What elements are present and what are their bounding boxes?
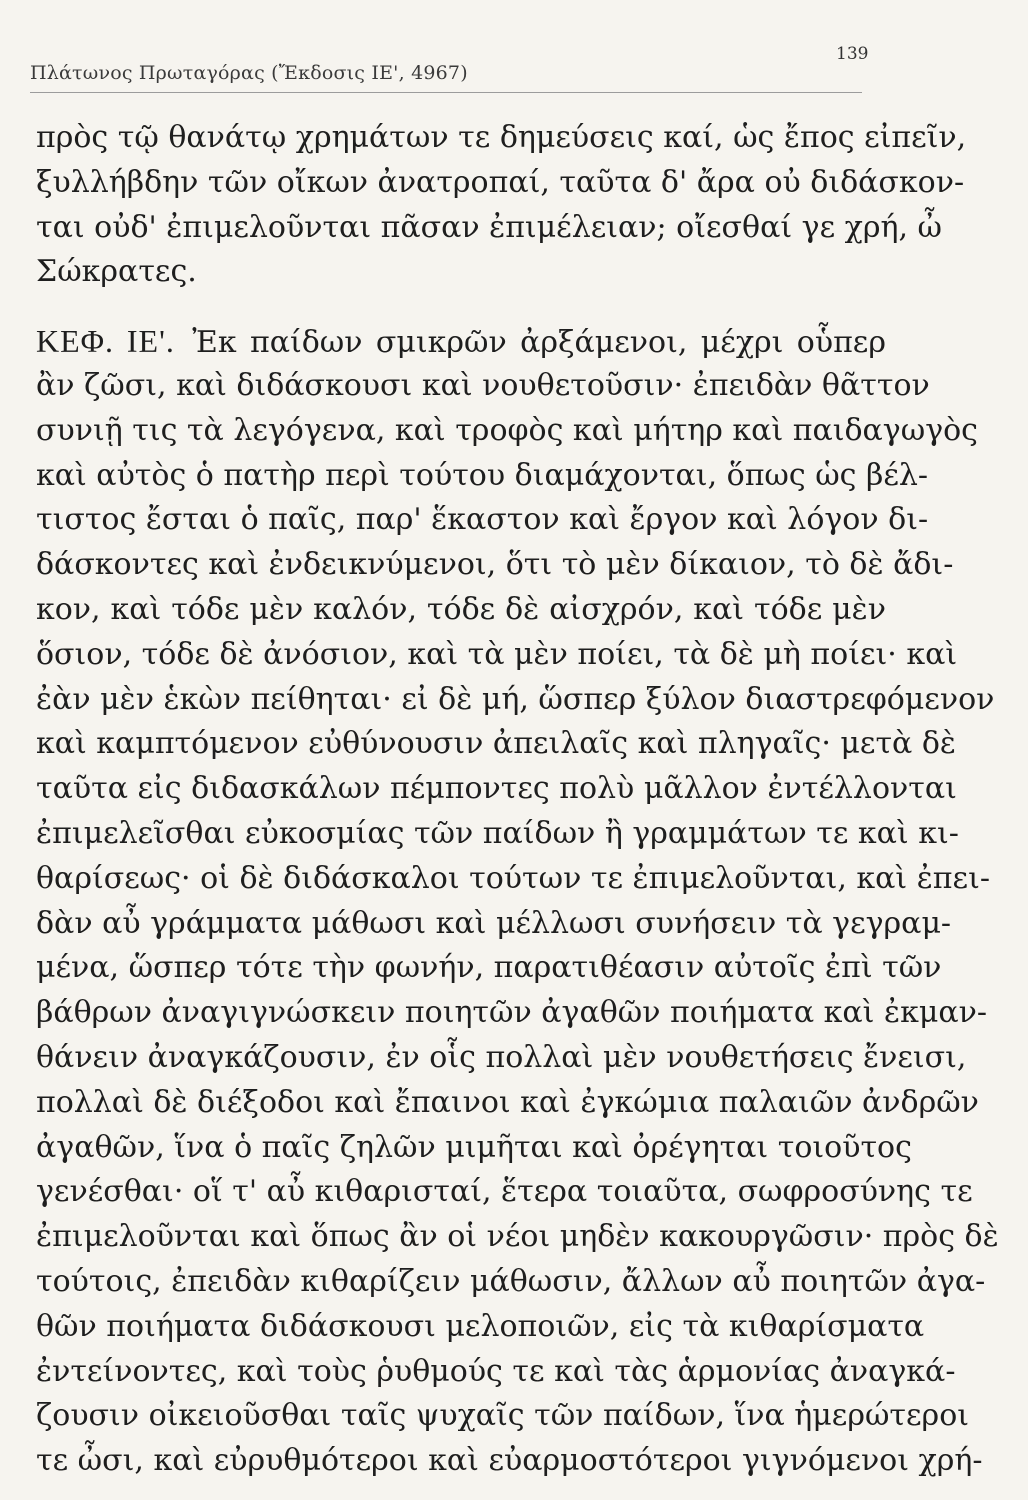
chapter-first-line-text: Ἐκ παίδων σμικρῶν ἀρξάμενοι, μέχρι οὗπερ xyxy=(192,325,886,361)
text-line: ἐπιμελεῖσθαι εὐκοσμίας τῶν παίδων ἢ γραμμάτων τε καὶ κι- xyxy=(36,815,959,851)
header-rule xyxy=(30,92,862,93)
chapter-label: ΚΕΦ. ΙΕ'. xyxy=(36,323,175,360)
text-line: τε ὦσι, καὶ εὐρυθμότεροι καὶ εὐαρμοστότεροι γιγνόμενοι χρή- xyxy=(36,1443,983,1479)
text-line: βάθρων ἀναγιγνώσκειν ποιητῶν ἀγαθῶν ποιήματα καὶ ἐκμαν- xyxy=(36,995,987,1031)
paragraph-1 xyxy=(36,116,967,295)
text-line: ξυλλήβδην τῶν οἴκων ἀνατροπαί, ταῦτα δ' ἄρα οὐ διδάσκον- xyxy=(36,164,965,200)
text-line: θαρίσεως· οἱ δὲ διδάσκαλοι τούτων τε ἐπιμελοῦνται, καὶ ἐπει- xyxy=(36,860,990,896)
main-text xyxy=(36,116,999,1484)
text-line: θῶν ποιήματα διδάσκουσι μελοποιῶν, εἰς τὰ κιθαρίσματα xyxy=(36,1308,925,1344)
text-line: συνιῇ τις τὰ λεγόγενα, καὶ τροφὸς καὶ μήτηρ καὶ παιδαγωγὸς xyxy=(36,412,978,448)
text-line: ἐντείνοντες, καὶ τοὺς ῥυθμούς τε καὶ τὰς ἁρμονίας ἀναγκά- xyxy=(36,1353,956,1389)
text-line: ὅσιον, τόδε δὲ ἀνόσιον, καὶ τὰ μὲν ποίει, τὰ δὲ μὴ ποίει· καὶ xyxy=(36,636,958,672)
text-line: θάνειν ἀναγκάζουσιν, ἐν οἷς πολλαὶ μὲν νουθετήσεις ἔνεισι, xyxy=(36,1039,967,1075)
text-line: ἐπιμελοῦνται καὶ ὅπως ἂν οἱ νέοι μηδὲν κακουργῶσιν· πρὸς δὲ xyxy=(36,1219,999,1255)
text-line: δάσκοντες καὶ ἐνδεικνύμενοι, ὅτι τὸ μὲν δίκαιον, τὸ δὲ ἄδι- xyxy=(36,547,954,583)
text-line: πρὸς τῷ θανάτῳ χρημάτων τε δημεύσεις καί, ὡς ἔπος εἰπεῖν, xyxy=(36,120,967,155)
text-line: μένα, ὥσπερ τότε τὴν φωνήν, παρατιθέασιν αὐτοῖς ἐπὶ τῶν xyxy=(36,950,942,986)
text-line: ται οὐδ' ἐπιμελοῦνται πᾶσαν ἐπιμέλειαν; οἴεσθαί γε χρή, ὦ xyxy=(36,209,942,245)
text-line: ἐὰν μὲν ἑκὼν πείθηται· εἰ δὲ μή, ὥσπερ ξύλον διαστρεφόμενον xyxy=(36,681,995,717)
text-line: ζουσιν οἰκειοῦσθαι ταῖς ψυχαῖς τῶν παίδων, ἵνα ἡμερώτεροι xyxy=(36,1398,970,1434)
text-line: δὰν αὖ γράμματα μάθωσι καὶ μέλλωσι συνήσειν τὰ γεγραμ- xyxy=(36,905,952,941)
text-line: καὶ καμπτόμενον εὐθύνουσιν ἀπειλαῖς καὶ πληγαῖς· μετὰ δὲ xyxy=(36,726,957,762)
text-line: κον, καὶ τόδε μὲν καλόν, τόδε δὲ αἰσχρόν, καὶ τόδε μὲν xyxy=(36,591,886,627)
text-line: Σώκρατες. xyxy=(36,254,197,290)
page-number: 139 xyxy=(836,44,869,64)
text-line: ἂν ζῶσι, καὶ διδάσκουσι καὶ νουθετοῦσιν· ἐπειδὰν θᾶττον xyxy=(36,367,930,403)
text-line: καὶ αὐτὸς ὁ πατὴρ περὶ τούτου διαμάχονται, ὅπως ὡς βέλ- xyxy=(36,457,929,493)
text-line: ταῦτα εἰς διδασκάλων πέμποντες πολὺ μᾶλλον ἐντέλλονται xyxy=(36,771,957,807)
text-line: ἀγαθῶν, ἵνα ὁ παῖς ζηλῶν μιμῆται καὶ ὀρέγηται τοιοῦτος xyxy=(36,1129,912,1165)
paragraph-2 xyxy=(36,319,999,1484)
text-line: γενέσθαι· οἵ τ' αὖ κιθαρισταί, ἕτερα τοιαῦτα, σωφροσύνης τε xyxy=(36,1174,973,1210)
text-line: τιστος ἔσται ὁ παῖς, παρ' ἕκαστον καὶ ἔργον καὶ λόγον δι- xyxy=(36,502,929,538)
running-head: Πλάτωνος Πρωταγόρας (Ἔκδοσις ΙΕ', 4967) xyxy=(30,62,468,84)
paragraph-gap xyxy=(36,295,886,319)
text-line: πολλαὶ δὲ διέξοδοι καὶ ἔπαινοι καὶ ἐγκώμια παλαιῶν ἀνδρῶν xyxy=(36,1084,979,1120)
text-line: τούτοις, ἐπειδὰν κιθαρίζειν μάθωσιν, ἄλλων αὖ ποιητῶν ἀγα- xyxy=(36,1263,986,1299)
chapter-first-line xyxy=(36,319,886,364)
